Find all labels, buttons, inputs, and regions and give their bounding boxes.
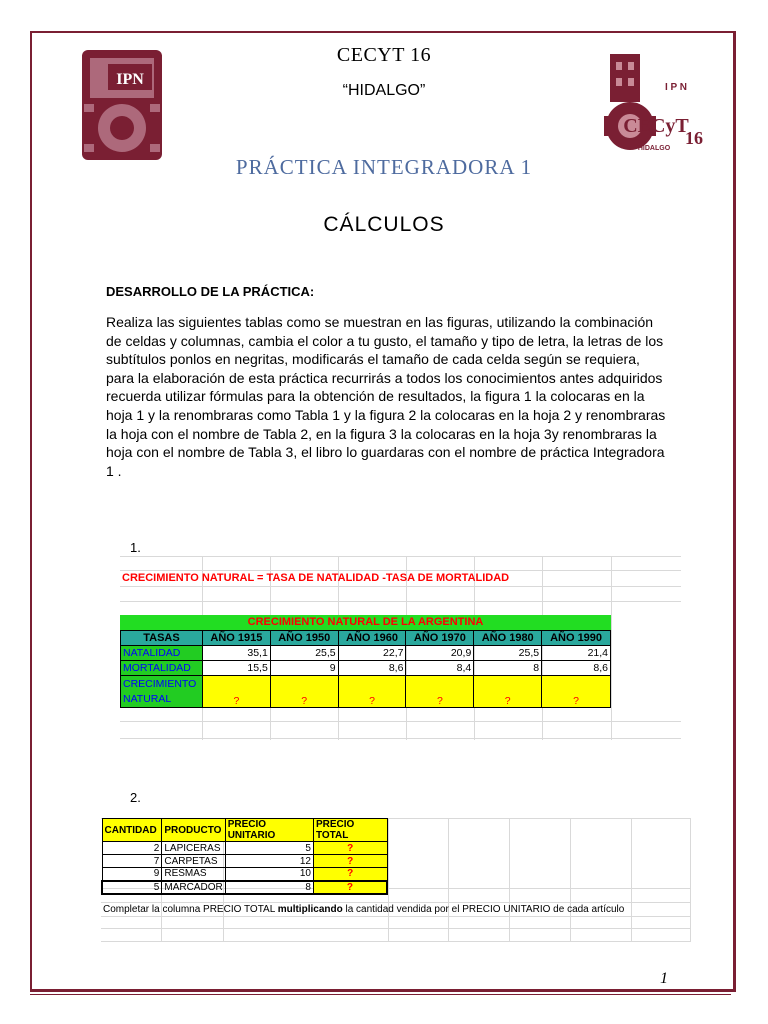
instructions-paragraph: Realiza las siguientes tablas como se muestran en las figuras, utilizando la combinación de celdas y columnas, cambia el color a tu gusto, el tamaño y tipo de letra, la letras de los subtítulos ponlos en negritas, modificarás el tamaño de cada celda según se requiera, para la elaboración de esta práctica recurrirás a todos los conocimientos antes adquiridos recuerda utilizar fórmulas para la obtención de resultados, la figura 1 la colocaras en la hoja 1 y la renombraras como Tabla 1 y la figura 2 la colocaras en la hoja 2 y renombraras la hoja con el nombre de Tabla 2, en la figura 3 la colocaras en la hoja 3y renombraras la hoja con el nombre de Tabla 3, el libro lo guardaras con el nombre de práctica Integradora 1 .	[106, 314, 666, 479]
ipn-logo-text: IPN	[116, 71, 144, 88]
cell: 21,4	[542, 646, 611, 661]
cecyt-logo-16: 16	[685, 128, 703, 148]
qty-cell: 9	[102, 868, 162, 881]
cell: ?	[270, 676, 338, 708]
cell: 15,5	[202, 661, 270, 676]
calc-title: CÁLCULOS	[323, 213, 445, 236]
row-label-line: CRECIMIENTO	[123, 677, 197, 690]
qty-cell: 2	[102, 842, 162, 855]
cecyt-logo-hidalgo: HIDALGO	[637, 145, 671, 152]
product-cell: MARCADOR	[162, 881, 225, 894]
table2-row	[102, 868, 387, 881]
table2-header: PRECIO TOTAL	[313, 819, 387, 842]
cell: 25,5	[270, 646, 338, 661]
note-text: la cantidad vendida por el PRECIO UNITARIO de cada artículo	[342, 904, 625, 915]
total-cell: ?	[313, 842, 387, 855]
cell: ?	[542, 676, 611, 708]
cell: ?	[406, 676, 474, 708]
cell: 35,1	[202, 646, 270, 661]
product-cell: RESMAS	[162, 868, 225, 881]
campus-name: “HIDALGO”	[342, 82, 426, 99]
section-heading: DESARROLLO DE LA PRÁCTICA:	[106, 284, 315, 299]
total-cell: ?	[313, 881, 387, 894]
school-name: CECYT 16	[336, 44, 432, 66]
cell: 8	[474, 661, 542, 676]
cecyt-logo-name: CECyT	[623, 115, 689, 137]
cell: ?	[202, 676, 270, 708]
figure2-number: 2.	[130, 790, 141, 805]
figure2-spreadsheet	[101, 818, 691, 942]
cell: 25,5	[474, 646, 542, 661]
cecyt-logo	[594, 52, 710, 154]
table2-row	[102, 881, 387, 894]
table1-row	[121, 646, 611, 661]
note-text: Completar la columna PRECIO TOTAL	[103, 904, 278, 915]
table1-header: AÑO 1950	[270, 631, 338, 646]
table1-row	[121, 661, 611, 676]
qty-cell: 7	[102, 855, 162, 868]
table1-header: AÑO 1915	[202, 631, 270, 646]
cell: 8,6	[338, 661, 406, 676]
products-table	[101, 818, 388, 895]
figure1-spreadsheet	[120, 556, 681, 740]
note-bold: multiplicando	[277, 904, 343, 915]
table1-row	[121, 676, 611, 708]
price-cell: 8	[225, 881, 313, 894]
total-cell: ?	[313, 868, 387, 881]
total-cell: ?	[313, 855, 387, 868]
product-cell: CARPETAS	[162, 855, 225, 868]
cell: ?	[338, 676, 406, 708]
cecyt-logo-ipn: I P N	[664, 82, 688, 93]
page-number: 1	[660, 970, 668, 987]
table1-header: AÑO 1990	[542, 631, 611, 646]
table2-note	[103, 904, 624, 915]
row-label: MORTALIDAD	[121, 661, 203, 676]
table1-header: TASAS	[121, 631, 203, 646]
price-cell: 5	[225, 842, 313, 855]
price-cell: 12	[225, 855, 313, 868]
row-label: NATALIDAD	[121, 646, 203, 661]
table1-header: AÑO 1960	[338, 631, 406, 646]
practice-title: PRÁCTICA INTEGRADORA 1	[235, 155, 533, 179]
cell: 22,7	[338, 646, 406, 661]
cell: 9	[270, 661, 338, 676]
table2-row	[102, 855, 387, 868]
product-cell: LAPICERAS	[162, 842, 225, 855]
figure1-number: 1.	[130, 540, 141, 555]
table2-header: PRECIO UNITARIO	[225, 819, 313, 842]
row-label-line: NATURAL	[123, 692, 172, 705]
cell: ?	[474, 676, 542, 708]
table2-header: PRODUCTO	[162, 819, 225, 842]
growth-table	[120, 630, 611, 708]
price-cell: 10	[225, 868, 313, 881]
cell: 8,6	[542, 661, 611, 676]
qty-cell: 5	[102, 881, 162, 894]
growth-formula: CRECIMIENTO NATURAL = TASA DE NATALIDAD -TASA DE MORTALIDAD	[122, 572, 510, 584]
table1-title: CRECIMIENTO NATURAL DE LA ARGENTINA	[120, 615, 611, 630]
row-label	[121, 676, 203, 708]
table1-header: AÑO 1980	[474, 631, 542, 646]
cell: 20,9	[406, 646, 474, 661]
table2-row	[102, 842, 387, 855]
table1-header: AÑO 1970	[406, 631, 474, 646]
cell: 8,4	[406, 661, 474, 676]
table2-header: CANTIDAD	[102, 819, 162, 842]
